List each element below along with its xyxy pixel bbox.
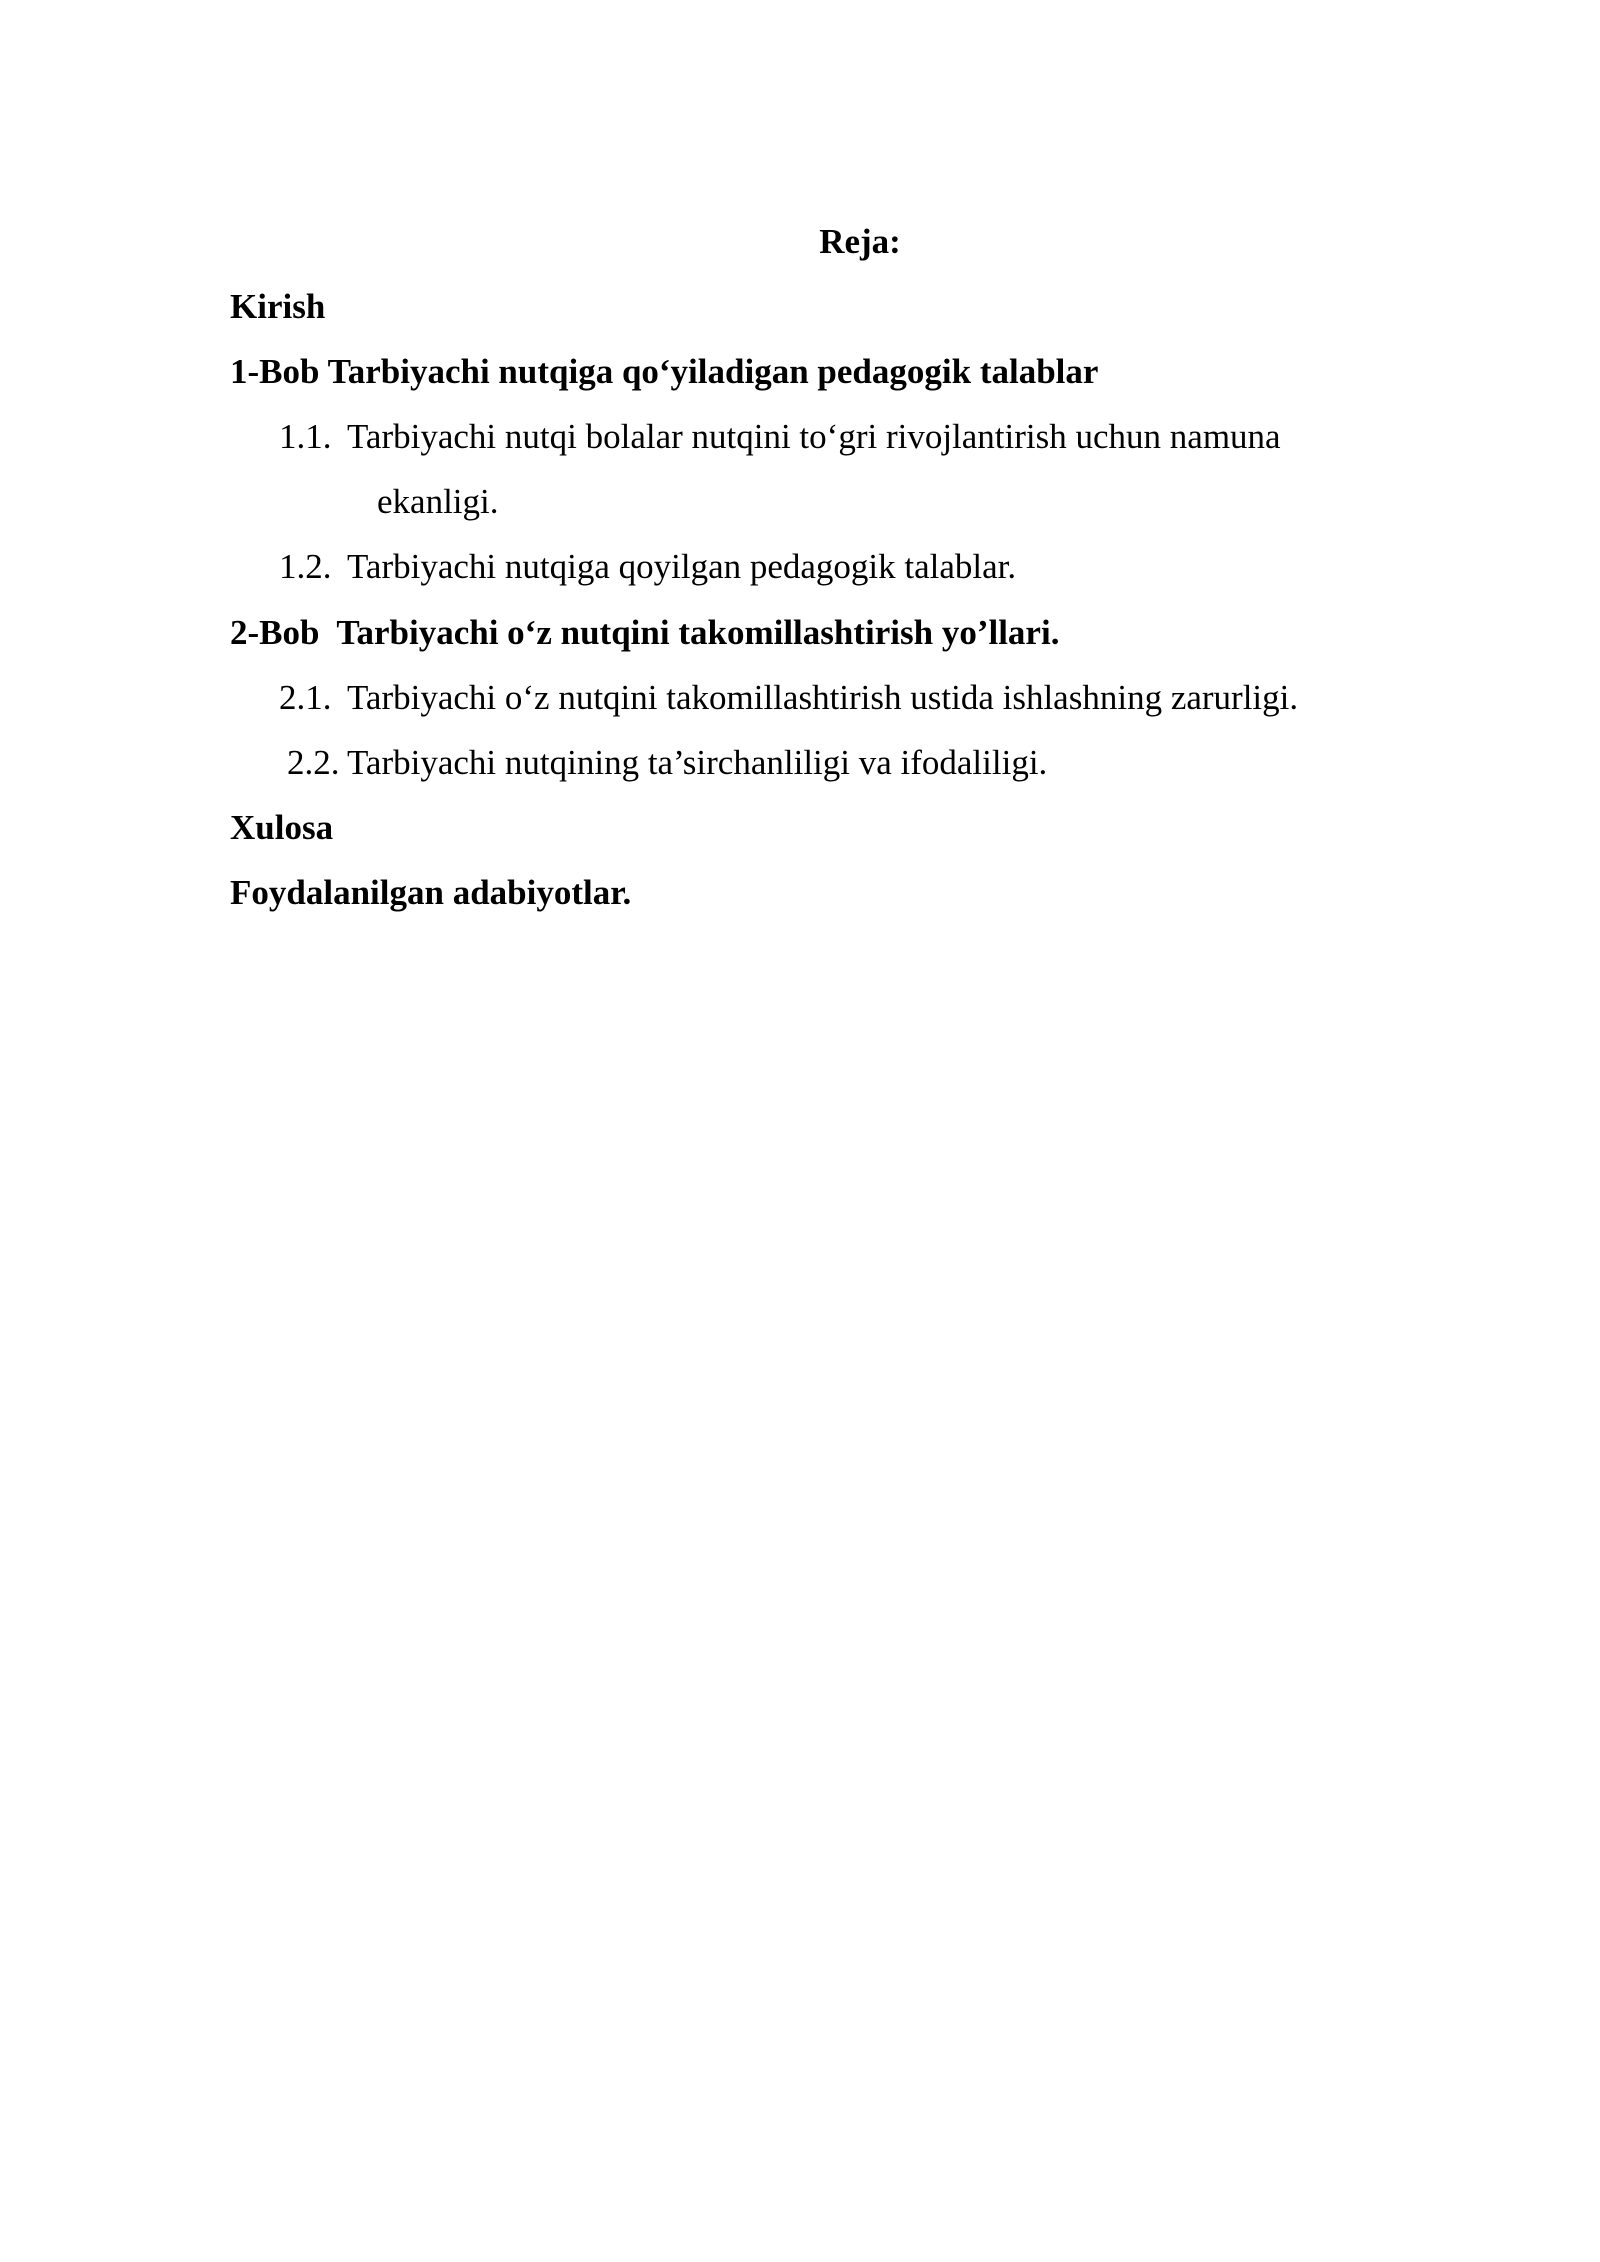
- toc-section-title: Tarbiyachi nutqi bolalar nutqini to‘gri rivojlantirish uchun namuna: [347, 417, 1281, 456]
- toc-section-number: 2.1.: [279, 678, 332, 717]
- page-title: Reja:: [819, 222, 901, 261]
- toc-item-conclusion: Xulosa: [230, 808, 334, 847]
- toc-section-number: 1.2.: [279, 547, 332, 586]
- toc-section-number: 2.2.: [287, 743, 340, 782]
- toc-section-title: Tarbiyachi nutqining ta’sirchanliligi va ifodaliligi.: [347, 743, 1048, 782]
- toc-chapter-1-heading: 1-Bob Tarbiyachi nutqiga qo‘yiladigan pedagogik talablar: [230, 352, 1099, 391]
- toc-item-references: Foydalanilgan adabiyotlar.: [230, 873, 632, 912]
- toc-section-title-continuation: ekanligi.: [377, 482, 499, 521]
- toc-section-title: Tarbiyachi o‘z nutqini takomillashtirish ustida ishlashning zarurligi.: [347, 678, 1299, 717]
- toc-section-number: 1.1.: [279, 417, 332, 456]
- toc-section-title: Tarbiyachi nutqiga qoyilgan pedagogik talablar.: [347, 547, 1017, 586]
- toc-chapter-2-heading: 2-Bob Tarbiyachi o‘z nutqini takomillashtirish yo’llari.: [230, 613, 1060, 652]
- toc-item-introduction: Kirish: [230, 287, 326, 326]
